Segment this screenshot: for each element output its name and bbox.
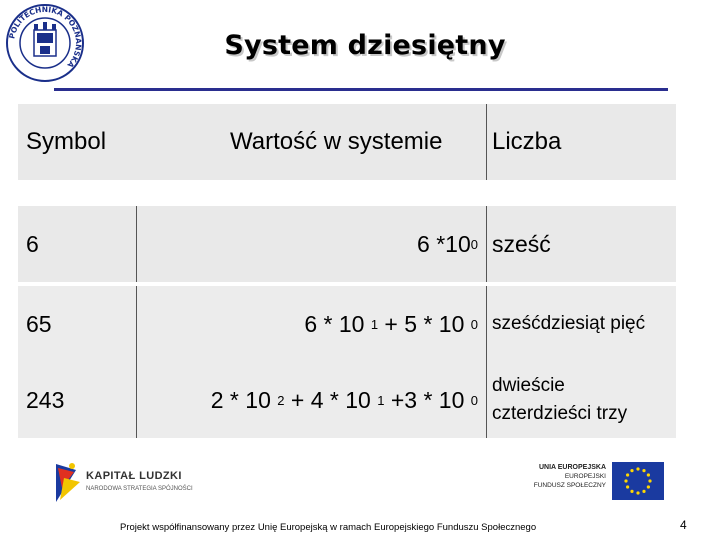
page-number: 4 <box>680 518 687 532</box>
cell-symbol: 65 <box>26 310 52 337</box>
cell-value: 6 *10 0 <box>417 230 478 257</box>
header-symbol: Symbol <box>26 128 107 155</box>
table-row <box>18 286 676 362</box>
eu-star-icon <box>636 491 639 494</box>
cell-number: sześć <box>492 230 551 257</box>
seal-ring-text: POLITECHNIKA POZNAŃSKA <box>7 4 84 70</box>
cell-value: 6 * 10 1 + 5 * 10 0 <box>304 310 478 337</box>
eu-star-icon <box>636 467 639 470</box>
eu-star-icon <box>642 469 645 472</box>
eu-logo-text: UNIA EUROPEJSKA EUROPEJSKI FUNDUSZ SPOŁECZNY <box>533 464 606 489</box>
eu-star-icon <box>626 473 629 476</box>
eu-star-icon <box>624 479 627 482</box>
column-divider <box>486 286 487 362</box>
table-row <box>18 206 676 282</box>
cell-number: dwieście czterdzieści trzy <box>492 375 628 424</box>
kapital-ludzki-subtitle: NARODOWA STRATEGIA SPÓJNOŚCI <box>86 486 193 492</box>
column-divider <box>486 362 487 438</box>
title-underline <box>54 88 668 91</box>
table-row <box>18 362 676 438</box>
column-divider <box>136 286 137 362</box>
cell-value: 2 * 10 2 + 4 * 10 1 +3 * 10 0 <box>210 386 478 413</box>
kapital-ludzki-name: KAPITAŁ LUDZKI <box>86 470 182 482</box>
eu-star-icon <box>630 490 633 493</box>
cell-symbol: 243 <box>26 386 65 413</box>
eu-star-icon <box>642 490 645 493</box>
slide-title: System dziesiętny <box>224 30 506 61</box>
kapital-ludzki-logo <box>50 458 200 506</box>
cell-number: sześćdziesiąt pięć <box>492 313 646 334</box>
eu-star-icon <box>630 469 633 472</box>
eu-flag-icon <box>612 462 664 500</box>
eu-star-icon <box>626 485 629 488</box>
university-seal-logo <box>4 2 86 84</box>
eu-star-icon <box>647 473 650 476</box>
footer-note: Projekt współfinansowany przez Unię Europejską w ramach Europejskiego Funduszu Społecznego <box>120 522 537 533</box>
header-number: Liczba <box>492 128 562 155</box>
cell-symbol: 6 <box>26 230 39 257</box>
header-value: Wartość w systemie <box>230 128 443 155</box>
column-divider <box>136 362 137 438</box>
column-divider <box>136 206 137 282</box>
column-divider <box>486 206 487 282</box>
eu-star-icon <box>647 485 650 488</box>
eu-star-icon <box>648 479 651 482</box>
table-header-row <box>18 104 676 180</box>
